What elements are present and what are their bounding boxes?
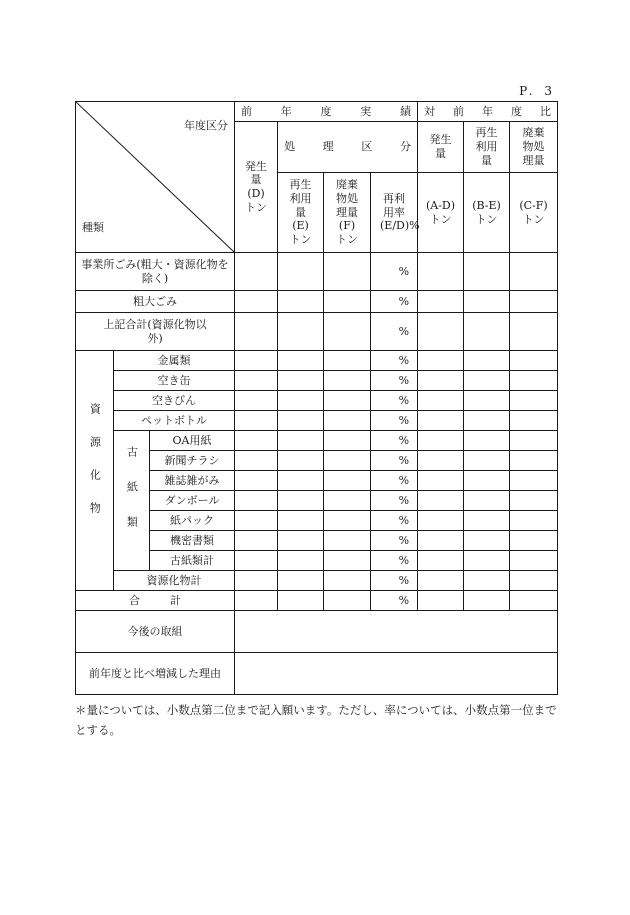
diff-cf-header: (C-F)トン [510,173,558,253]
table-row: ダンボール % [76,491,558,511]
recycle-rate-header: 再利用率(E/D)% [371,173,418,253]
row-label-cardboard: ダンボール [150,491,235,511]
table-row: 機密書類 % [76,531,558,551]
cmp-recycle-header: 再生利用量 [464,122,510,173]
row-label-empty-bottles: 空きびん [114,391,235,411]
table-row: 合 計 % [76,591,558,611]
row-label-future-efforts: 今後の取組 [76,611,235,653]
row-label-old-paper-total: 古紙類計 [150,551,235,571]
table-row: 古紙類計 % [76,551,558,571]
row-label-magazines: 雑誌雑がみ [150,471,235,491]
recycle-amount-header: 再生利用量(E)トン [278,173,324,253]
table-row: 事業所ごみ(粗大・資源化物を除く) % [76,253,558,291]
row-label-paper-pack: 紙パック [150,511,235,531]
row-label-office-waste: 事業所ごみ(粗大・資源化物を除く) [76,253,235,291]
footnote: ＊量については、小数点第二位まで記入願います。ただし、率については、小数点第一位までとする。 [75,703,557,738]
row-label-oa-paper: OA用紙 [150,431,235,451]
table-row: 粗大ごみ % [76,291,558,313]
diff-be-header: (B-E)トン [464,173,510,253]
table-row: 新聞チラシ % [76,451,558,471]
row-label-metals: 金属類 [114,351,235,371]
row-label-newspaper: 新聞チラシ [150,451,235,471]
treatment-division-header: 処 理 区 分 [278,122,418,173]
row-label-resource-group: 資源化物 [76,351,114,591]
row-label-resource-total: 資源化物計 [114,571,235,591]
cmp-generation-header: 発生量 [418,122,464,173]
vs-prev-year-header: 対 前 年 度 比 [418,102,558,122]
table-row: 上記合計(資源化物以外) % [76,313,558,351]
row-label-change-reason: 前年度と比べ増減した理由 [76,653,235,695]
row-label-old-paper-group: 古紙類 [114,431,150,571]
row-label-subtotal: 上記合計(資源化物以外) [76,313,235,351]
generation-header: 発生量(D)トン [235,122,278,253]
change-reason-field[interactable] [235,653,558,695]
table-row: 古紙類 OA用紙 % [76,431,558,451]
row-label-confidential: 機密書類 [150,531,235,551]
row-label-pet-bottles: ペットボトル [114,411,235,431]
row-label-empty-cans: 空き缶 [114,371,235,391]
table-row [76,653,558,695]
table-row [76,611,558,653]
row-label-oversized: 粗大ごみ [76,291,235,313]
disposal-amount-header: 廃棄物処理量(F)トン [324,173,371,253]
cmp-disposal-header: 廃棄物処理量 [510,122,558,173]
table-row: 空きびん % [76,391,558,411]
table-row: 資源化物計 % [76,571,558,591]
table-row: 雑誌雑がみ % [76,471,558,491]
header-corner-cell [76,102,235,253]
table-row: ペットボトル % [76,411,558,431]
table-row: 資源化物 金属類 % [76,351,558,371]
year-division-label: 年度区分 [184,119,229,132]
waste-report-table [75,101,558,695]
diff-ad-header: (A-D)トン [418,173,464,253]
prev-year-actual-header: 前 年 度 実 績 [235,102,418,122]
page-number: P. 3 [519,84,556,98]
type-label: 種類 [82,221,104,235]
table-row: 空き缶 % [76,371,558,391]
future-efforts-field[interactable] [235,611,558,653]
row-label-grand-total: 合 計 [76,591,235,611]
table-row: 紙パック % [76,511,558,531]
